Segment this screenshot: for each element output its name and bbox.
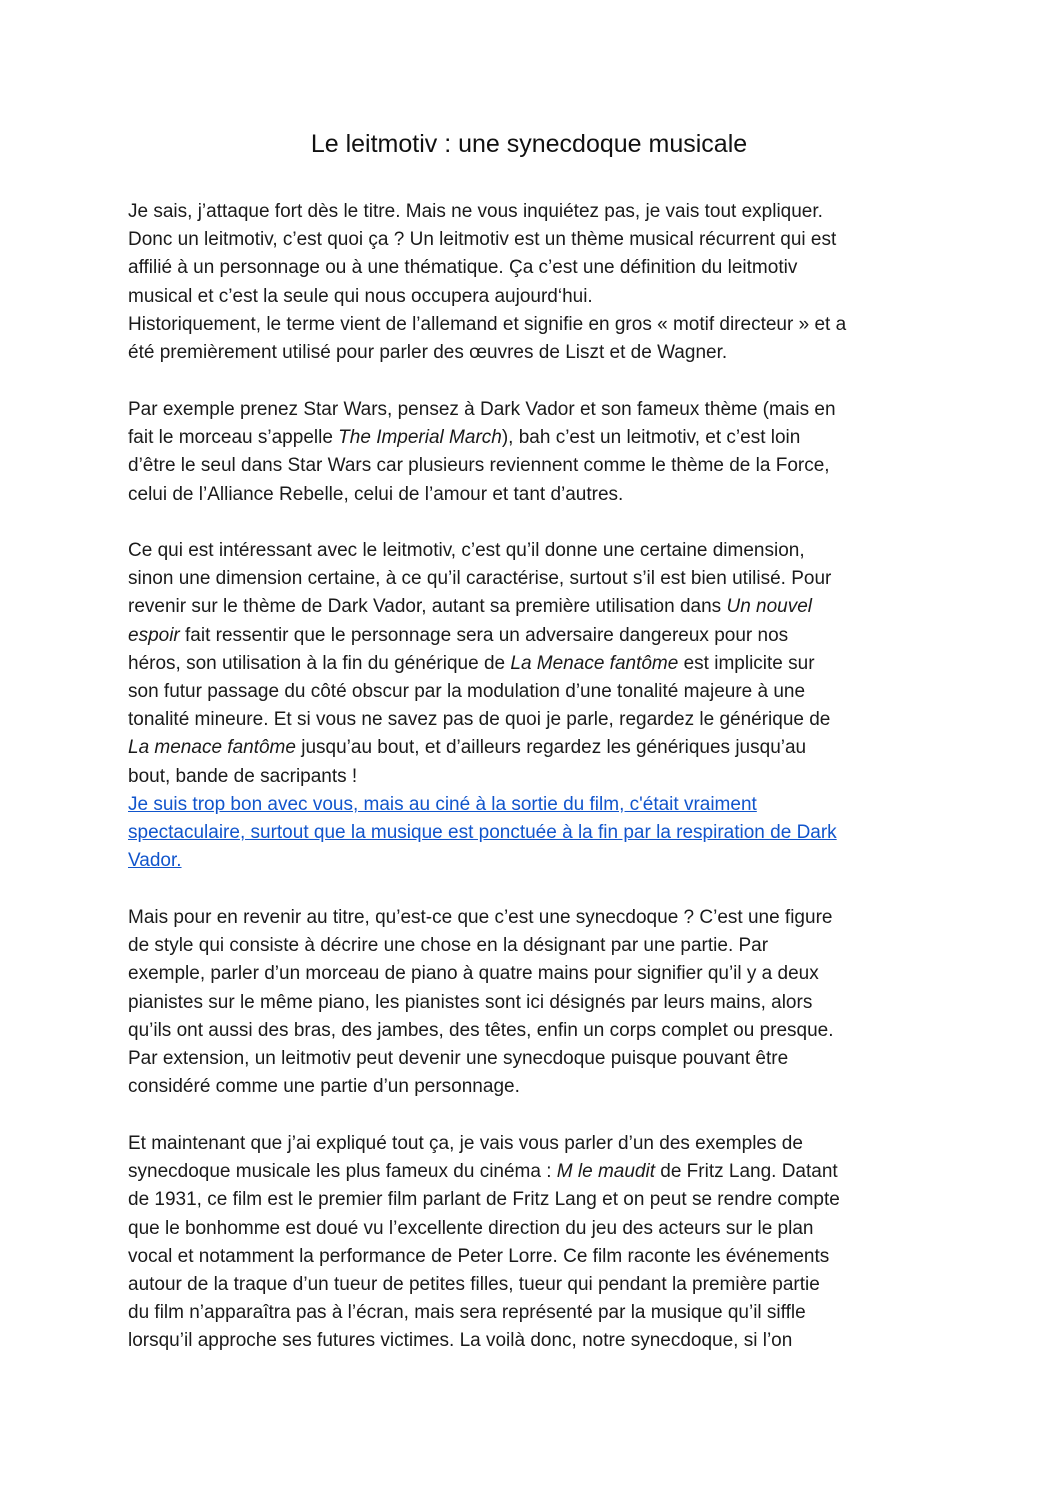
- text-line: Et maintenant que j’ai expliqué tout ça, je vais vous parler d’un des exemples de: [128, 1133, 803, 1154]
- text-line: Je sais, j’attaque fort dès le titre. Mais ne vous inquiétez pas, je vais tout expliquer.: [128, 201, 823, 222]
- text-line: Par extension, un leitmotiv peut devenir une synecdoque puisque pouvant être: [128, 1047, 789, 1069]
- text-line: Mais pour en revenir au titre, qu’est-ce que c’est une synecdoque ? C’est une figure: [128, 907, 833, 928]
- paragraph-synecdoque: [128, 904, 938, 1101]
- text-line: [128, 650, 938, 678]
- text-line: sinon une dimension certaine, à ce qu’il caractérise, surtout s’il est bien utilisé. Pour: [128, 568, 832, 590]
- link-line: [128, 819, 938, 847]
- text-line: de 1931, ce film est le premier film parlant de Fritz Lang et on peut se rendre compte: [128, 1189, 840, 1211]
- text-line: été premièrement utilisé pour parler des œuvres de Liszt et de Wagner.: [128, 341, 728, 363]
- text-line: Ce qui est intéressant avec le leitmotiv, c’est qu’il donne une certaine dimension,: [128, 540, 805, 561]
- italic-title: La Menace fantôme: [510, 652, 679, 674]
- text-segment: fait le morceau s’appelle: [128, 427, 339, 449]
- paragraph-intro: [128, 198, 938, 367]
- text-line: [128, 734, 938, 762]
- italic-title: espoir: [128, 624, 180, 646]
- text-segment: revenir sur le thème de Dark Vador, autant sa première utilisation dans: [128, 596, 727, 618]
- text-line: autour de la traque d’un tueur de petites filles, tueur qui pendant la première partie: [128, 1273, 820, 1295]
- document-title: Le leitmotiv : une synecdoque musicale: [310, 130, 748, 158]
- text-line: affilié à un personnage ou à une thématique. Ça c’est une définition du leitmotiv: [128, 257, 798, 279]
- italic-title: M le maudit: [556, 1161, 655, 1183]
- text-line: Par exemple prenez Star Wars, pensez à Dark Vador et son fameux thème (mais en: [128, 399, 836, 420]
- text-line: Historiquement, le terme vient de l’allemand et signifie en gros « motif directeur » et a: [128, 313, 847, 335]
- text-line: lorsqu’il approche ses futures victimes. La voilà donc, notre synecdoque, si l’on: [128, 1330, 793, 1352]
- text-line: vocal et notamment la performance de Peter Lorre. Ce film raconte les événements: [128, 1245, 830, 1267]
- text-line: [128, 1158, 938, 1186]
- text-line: celui de l’Alliance Rebelle, celui de l’amour et tant d’autres.: [128, 483, 624, 505]
- text-line: de style qui consiste à décrire une chose en la désignant par une partie. Par: [128, 935, 769, 957]
- text-line: qu’ils ont aussi des bras, des jambes, des têtes, enfin un corps complet ou presque.: [128, 1019, 834, 1041]
- text-line: Donc un leitmotiv, c’est quoi ça ? Un leitmotiv est un thème musical récurrent qui est: [128, 229, 837, 251]
- text-line: [128, 593, 938, 621]
- text-segment: jusqu’au bout, et d’ailleurs regardez les génériques jusqu’au: [295, 737, 807, 759]
- text-line: bout, bande de sacripants !: [128, 765, 358, 787]
- text-segment: ), bah c’est un leitmotiv, et c’est loin: [501, 427, 801, 449]
- text-segment: de Fritz Lang. Datant: [654, 1161, 838, 1183]
- text-line: musical et c’est la seule qui nous occupera aujourd‘hui.: [128, 285, 593, 307]
- italic-title: La menace fantôme: [128, 737, 296, 759]
- text-segment: synecdoque musicale les plus fameux du cinéma :: [128, 1161, 557, 1183]
- link-text[interactable]: Vador.: [128, 850, 182, 872]
- text-segment: fait ressentir que le personnage sera un adversaire dangereux pour nos: [179, 624, 789, 646]
- text-line: tonalité mineure. Et si vous ne savez pas de quoi je parle, regardez le générique de: [128, 709, 831, 731]
- paragraph-star-wars: [128, 396, 938, 509]
- italic-title: The Imperial March: [338, 427, 502, 449]
- text-line: d’être le seul dans Star Wars car plusieurs reviennent comme le thème de la Force,: [128, 455, 830, 477]
- text-line: du film n’apparaîtra pas à l’écran, mais sera représenté par la musique qu’il siffle: [128, 1302, 806, 1324]
- link-text[interactable]: spectaculaire, surtout que la musique est ponctuée à la fin par la respiration de Dark: [128, 821, 837, 843]
- link-line: [128, 847, 938, 875]
- text-line: pianistes sur le même piano, les pianistes sont ici désignés par leurs mains, alors: [128, 991, 813, 1013]
- paragraph-m-le-maudit: [128, 1130, 938, 1356]
- text-line: [128, 622, 938, 650]
- paragraph-dimension: [128, 537, 938, 875]
- text-line: [128, 424, 938, 452]
- text-segment: est implicite sur: [678, 652, 815, 674]
- text-line: exemple, parler d’un morceau de piano à quatre mains pour signifier qu’il y a deux: [128, 963, 819, 985]
- text-segment: héros, son utilisation à la fin du générique de: [128, 652, 511, 674]
- text-line: que le bonhomme est doué vu l’excellente direction du jeu des acteurs sur le plan: [128, 1217, 814, 1239]
- text-line: considéré comme une partie d’un personnage.: [128, 1076, 520, 1098]
- text-line: son futur passage du côté obscur par la modulation d’une tonalité majeure à une: [128, 680, 806, 702]
- link-text[interactable]: Je suis trop bon avec vous, mais au ciné à la sortie du film, c'était vraiment: [128, 793, 757, 815]
- link-line: [128, 791, 938, 819]
- italic-title: Un nouvel: [726, 596, 813, 618]
